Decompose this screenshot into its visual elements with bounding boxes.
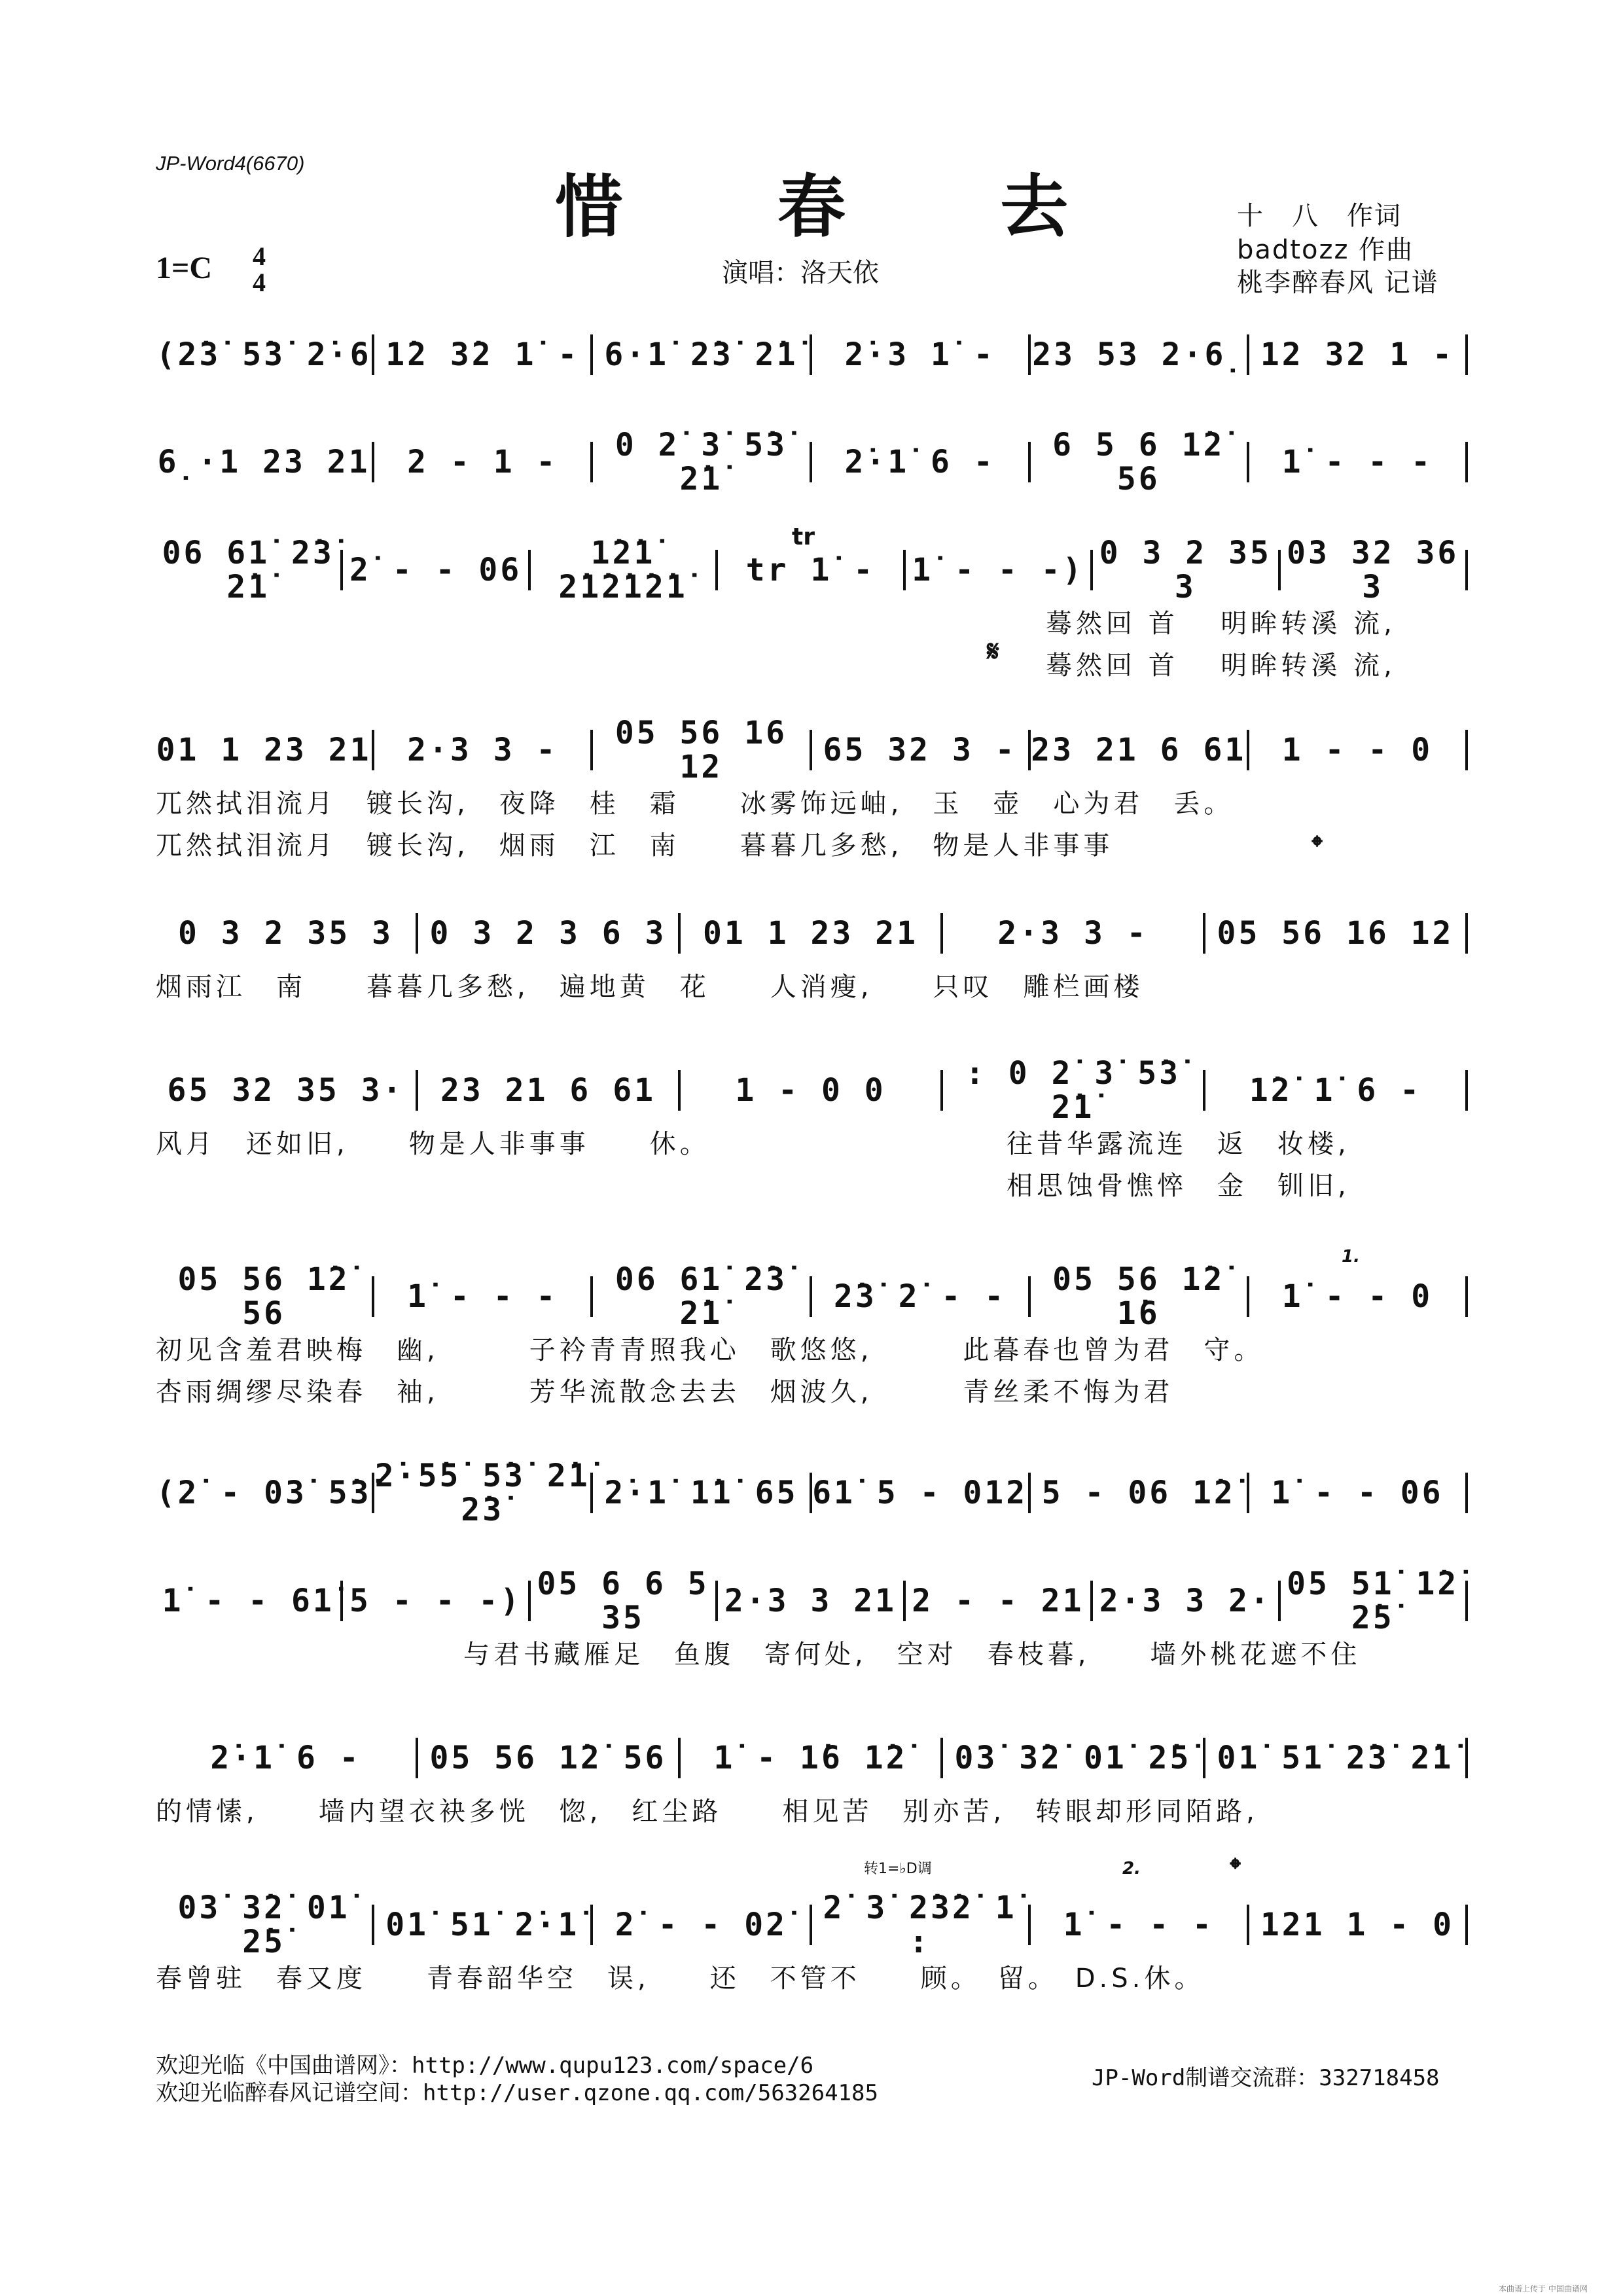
measure: 05 51̇ 1̇2̇ 2̇5̇ [1287,1566,1459,1636]
score-row [156,535,1468,681]
measure: 2̇·1̇ 6 - [844,444,995,480]
measure: 2̇ - - 02̇ [615,1907,788,1943]
measure: 2̇·3 1̇ - [844,336,995,373]
measure: 0 3 2 35 3 [178,915,393,952]
time-signature [253,243,266,296]
notes-line [156,427,1468,497]
measure: 2 - - 21 [912,1583,1084,1619]
measure: 2̇·5̇5̇ 5̇3̇ 2̇1̇ 2̇3̇ [374,1458,590,1528]
lyric-line: 相思蚀骨憔悴 金 钏旧, [1007,1171,1350,1201]
measure: 05 56 1̇2̇ 56 [177,1261,350,1332]
barline [1465,913,1468,954]
notes-line [156,1890,1468,1960]
measure: 23 21 6 61 [1031,732,1247,768]
volta-1: 1. [1342,1247,1360,1266]
barline [1465,1070,1468,1111]
measure: tr 1̇ - [745,552,876,588]
barline [1465,1473,1468,1513]
measure: 1̇ - - - [1281,444,1433,480]
notes-line [156,535,1468,605]
score-row [156,1458,1468,1528]
notes-line [156,715,1468,785]
measure: 03̇ 3̇2̇ 01̇ 2̇5̇ [177,1890,350,1960]
measure: (2̇3̇ 5̇3̇ 2̇·6 [156,336,372,373]
measure: 1̇ - - -) [912,552,1084,588]
footer-group: JP-Word制谱交流群：332718458 [1092,2065,1440,2091]
measure: 65 32 3 - [823,732,1017,768]
transcriber-credit: 桃李醉春风 记谱 [1237,268,1439,298]
notes-line [156,338,1468,372]
measure: 05 56 1̇2̇ 56 [429,1740,667,1776]
barline [1465,442,1468,482]
measure: 1̇2 3̇2 1̇ - [385,336,580,373]
score-row [156,1261,1468,1407]
trill-mark: tr [792,524,815,550]
measure: 03 32 36 3 [1287,535,1459,605]
measure: 12 32 1 - [1260,336,1454,373]
notes-line [156,1261,1468,1332]
measure: 121 1 - 0 [1260,1907,1454,1943]
score-row [156,1566,1468,1670]
lyric-line: 风月 还如旧, 物是人非事事 休。 [156,1129,710,1159]
measure: 2·3 3 2· [1099,1583,1272,1619]
score-row [156,1890,1468,1994]
composer-credit: badtozz 作曲 [1237,235,1414,265]
singer-credit: 演唱：洛天依 [722,258,879,288]
measure: 06 61̇ 2̇3̇ 2̇1̇ [615,1261,788,1332]
measure: 1 - - 0 [1281,732,1433,768]
lyric-line: 兀然拭泪流月 镀长沟, 夜降 桂 霜 冰雾饰远岫, 玉 壶 心为君 丢。 [156,789,1234,819]
score-row [156,715,1468,861]
measure: 05 56 1̇2̇ 1̇6 [1052,1261,1225,1332]
measure: 5 - 06 1̇2̇ [1041,1475,1236,1511]
measure: 1̇2̇ 1̇ 6 - [1249,1072,1422,1109]
measure: 61̇ 5 - 012 [812,1475,1028,1511]
barline [1465,730,1468,770]
barline [1465,1276,1468,1317]
time-top: 4 [253,242,266,271]
lyric-line: 春曾驻 春又度 青春韶华空 误, 还 不管不 顾。 留。 D.S.休。 [156,1964,1205,1994]
measure: 06 61̇ 2̇3̇ 2̇1̇ [162,535,334,605]
score-row [156,915,1468,1002]
footer-link-1: 欢迎光临《中国曲谱网》：http://www.qupu123.com/space/6 [156,2053,814,2079]
lyric-line: 蓦然回 首 明眸转溪 流, [1046,609,1396,639]
measure: 01̇ 51̇ 2̇3̇ 2̇1̇ [1217,1740,1454,1776]
measure: 6 5 6 1̇2̇ 56 [1052,427,1225,497]
measure: : 0 2̇ 3̇ 5̇3̇ 2̇1̇ [965,1055,1181,1126]
watermark: 本曲谱上传于 中国曲谱网 [1499,2284,1588,2293]
measure: 1̇ - - - [407,1278,558,1315]
song-title: 惜 春 去 [554,166,1134,247]
score-row [156,338,1468,372]
measure: 1̇ - - 61̇ [162,1583,334,1619]
measure: 0 3 2 3 6 3 [429,915,667,952]
barline [1465,1905,1468,1945]
source-label: JP-Word4(6670) [156,152,305,175]
measure: 1 - 0 0 [735,1072,886,1109]
notes-line [156,1458,1468,1528]
barline [1465,1738,1468,1778]
lyric-line: 烟雨江 南 暮暮几多愁, 遍地黄 花 人消瘦, 只叹 雕栏画楼 [156,972,1144,1002]
barline [1465,334,1468,375]
measure: 2 - 1 - [407,444,558,480]
lyric-line: 的情愫, 墙内望衣袂多恍 惚, 红尘路 相见苦 别亦苦, 转眼却形同陌路, [156,1797,1258,1827]
score-row [156,1055,1468,1201]
measure: 01̇ 51̇ 2̇·1̇ [385,1907,580,1943]
measure: 03̇ 3̇2̇ 01̇ 2̇5̇ [954,1740,1192,1776]
notes-line [156,1566,1468,1636]
measure: 65 32 35 3· [167,1072,404,1109]
score-row [156,427,1468,497]
measure: 2̇ 3̇ 2̇3̇2̇ 1̇ : [823,1890,1017,1960]
lyric-line: 初见含羞君映梅 幽, 子衿青青照我心 歌悠悠, 此暮春也曾为君 守。 [156,1335,1264,1365]
barline [1465,550,1468,590]
measure: (2̇ - 03̇ 5̇3̇ [156,1475,372,1511]
measure: 1̇ - - 06 [1271,1475,1444,1511]
measure: 1̇ - - - [1063,1907,1214,1943]
measure: 6̣·1 23 21 [157,444,370,480]
measure: 0 2̇ 3̇ 5̇3̇ 2̇1̇ [615,427,788,497]
score-row [156,1740,1468,1827]
segno-mark: 𝄋 [987,635,999,668]
lyricist-credit: 十 八 作词 [1237,201,1402,231]
measure: 1̇ - 1̇6 1̇2̇ [713,1740,908,1776]
time-bottom: 4 [253,268,266,297]
measure: 2·3 3 21 [724,1583,897,1619]
measure: 1̇ - - 0 [1281,1278,1433,1315]
measure: 23 21 6 61 [440,1072,656,1109]
modulation-mark: 转1=♭D调 [864,1861,932,1877]
measure: 05 6 6 5 35 [537,1566,709,1636]
key-signature: 1=C [156,251,213,285]
lyric-line: 蓦然回 首 明眸转溪 流, [1046,651,1396,681]
lyric-line: 往昔华露流连 返 妆楼, [1007,1129,1350,1159]
measure: 2̇·1̇ 6 - [210,1740,361,1776]
measure: 6·1̇ 2̇3̇ 2̇1̇ [604,336,798,373]
measure: 2̇·1̇ 1̇1̇ 65 [604,1475,798,1511]
measure: 2̇ - - 06 [349,552,522,588]
measure: 2·3 3 - [997,915,1149,952]
lyric-line: 与君书藏雁足 鱼腹 寄何处, 空对 春枝暮, 墙外桃花遮不住 [463,1640,1361,1670]
lyric-line: 兀然拭泪流月 镀长沟, 烟雨 江 南 暮暮几多愁, 物是人非事事 [156,831,1114,861]
measure: 1̇2̇1̇ 2̇1̇2̇1̇2̇1̇ [558,535,688,605]
footer-link-2: 欢迎光临醉春风记谱空间：http://user.qzone.qq.com/563264185 [156,2080,878,2106]
notes-line [156,1055,1468,1126]
measure: 5 - - -) [349,1583,522,1619]
volta-2: 2. [1122,1859,1141,1878]
coda-mark-2: 𝄌 [1230,1852,1241,1886]
coda-mark-1: 𝄌 [1312,830,1323,863]
lyric-line: 杏雨绸缪尽染春 袖, 芳华流散念去去 烟波久, 青丝柔不悔为君 [156,1377,1174,1407]
measure: 2̇3̇ 2̇ - - [834,1278,1007,1315]
measure: 05 56 16 12 [615,715,788,785]
measure: 05 56 16 12 [1217,915,1454,952]
measure: 2·3 3 - [407,732,558,768]
measure: 01 1 23 21 [703,915,918,952]
notes-line [156,1741,1468,1775]
measure: 0 3 2 35 3 [1099,535,1272,605]
measure: 23 53 2·6̣ [1032,336,1245,373]
barline [1465,1581,1468,1621]
notes-line [156,916,1468,950]
measure: 01 1 23 21 [156,732,372,768]
